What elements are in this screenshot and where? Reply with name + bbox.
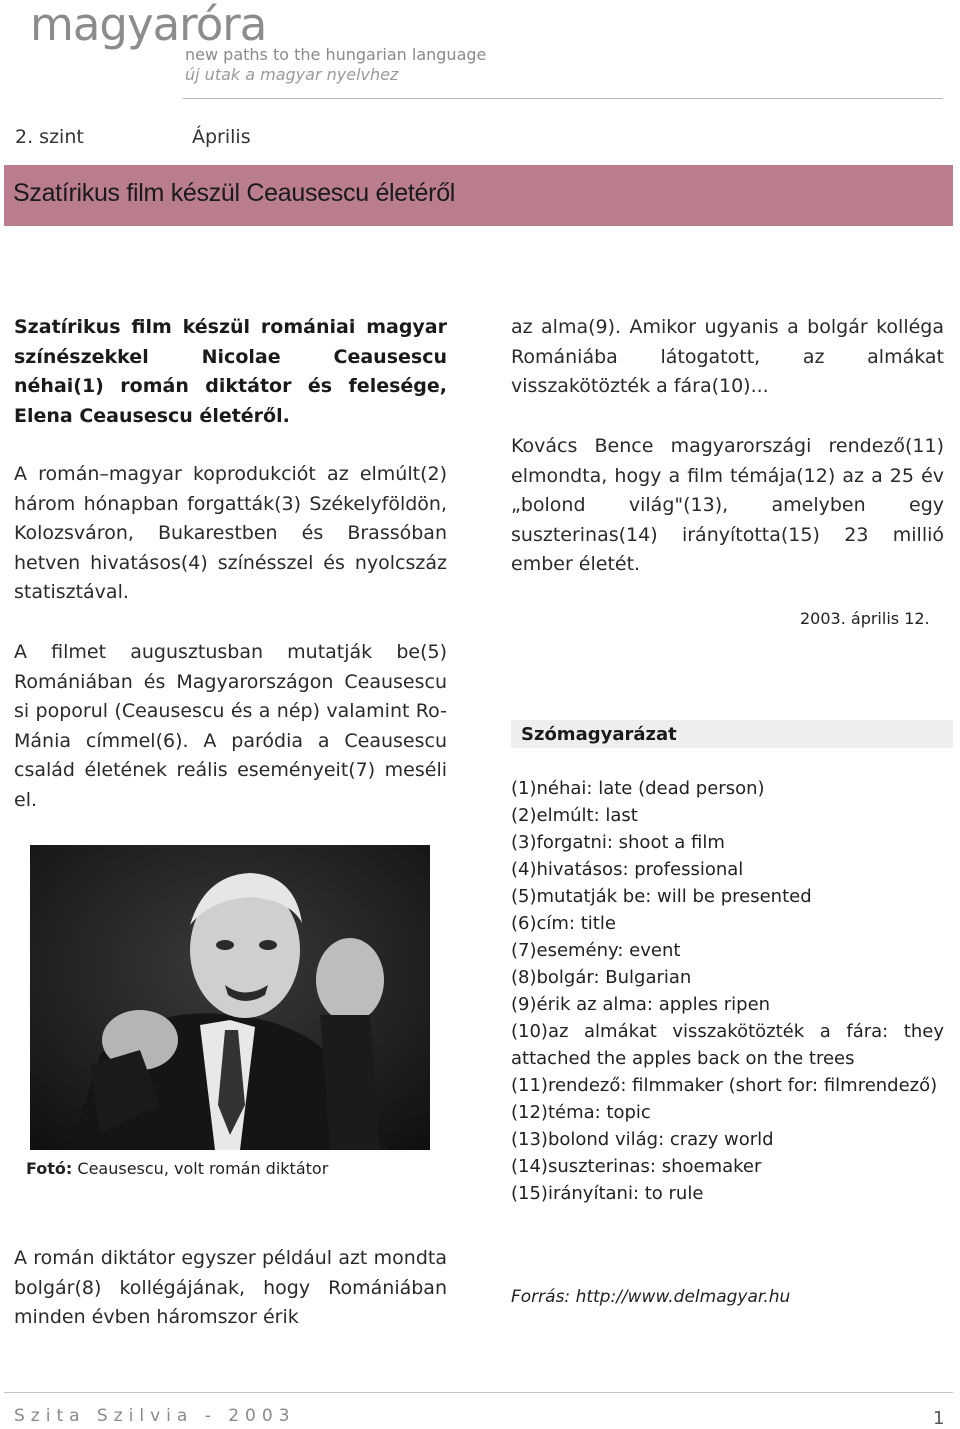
article-paragraph-5: Kovács Bence magyarországi rendező(11) elmondta, hogy a film témája(12) az a 25 év „bolond világ"(13), amelyben egy suszterinas(14) irányította(15) 23 millió ember életét. (511, 435, 944, 575)
source-link[interactable]: Forrás: http://www.delmagyar.hu (511, 1287, 791, 1307)
article-paragraph-1: A román–magyar koprodukciót az elmúlt(2) három hónapban forgatták(3) Székelyföldön, Kolozsváron, Bukarestben és Brassóban hetven hivatásos(4) színésszel és nyolcszáz statisztával. (14, 463, 447, 603)
caption-label: Fotó: (26, 1159, 73, 1178)
glossary-item: (6)cím: title (511, 913, 616, 934)
article-date: 2003. április 12. (800, 609, 930, 628)
title-banner (4, 165, 953, 226)
page-title: Szatírikus film készül Ceausescu életéről (13, 179, 456, 207)
header-divider (183, 98, 943, 99)
glossary-title: Szómagyarázat (521, 724, 677, 745)
glossary-item: (5)mutatják be: will be presented (511, 886, 812, 907)
article-paragraph (14, 1244, 447, 1333)
glossary-item: (8)bolgár: Bulgarian (511, 967, 692, 988)
logo-text-magyar: magyar (30, 0, 196, 51)
article-right-column (511, 313, 944, 402)
article-paragraph (14, 460, 447, 608)
ceausescu-photo (30, 845, 430, 1150)
article-paragraph-4: az alma(9). Amikor ugyanis a bolgár kolléga Romániába látogatott, az almákat visszakötözték a fára(10)... (511, 316, 944, 397)
glossary-item: (12)téma: topic (511, 1102, 651, 1123)
page-number: 1 (933, 1408, 945, 1429)
glossary-item: (9)érik az alma: apples ripen (511, 994, 771, 1015)
footer-divider (4, 1392, 953, 1393)
tagline-hungarian: új utak a magyar nyelvhez (185, 65, 399, 84)
glossary-item: (1)néhai: late (dead person) (511, 778, 765, 799)
month-label: Április (192, 126, 251, 148)
article-paragraph-2: A filmet augusztusban mutatják be(5) Romániában és Magyarországon Ceausescu si poporul (Ceausescu és a nép) valamint Ro-Mánia címmel(6). A paródia a Ceausescu család életének reális eseményeit(7) meséli el. (14, 641, 447, 811)
glossary-item: (11)rendező: filmmaker (short for: filmrendező) (511, 1075, 938, 1096)
glossary-item: (15)irányítani: to rule (511, 1183, 704, 1204)
glossary-item: (13)bolond világ: crazy world (511, 1129, 774, 1150)
article-paragraph-3: A román diktátor egyszer például azt mondta bolgár(8) kollégájának, hogy Romániában minden évben háromszor érik (14, 1247, 447, 1328)
article-left-column (14, 313, 447, 431)
tagline-english: new paths to the hungarian language (185, 45, 487, 64)
glossary-header (511, 720, 953, 748)
level-label: 2. szint (15, 126, 84, 148)
glossary-item: (14)suszterinas: shoemaker (511, 1156, 762, 1177)
article-paragraph (511, 432, 944, 580)
footer-author: Szita Szilvia - 2003 (14, 1406, 296, 1426)
glossary-list (511, 775, 944, 1207)
glossary-item: (2)elmúlt: last (511, 805, 638, 826)
photo-caption (26, 1159, 328, 1178)
article-paragraph (14, 638, 447, 815)
article-lead: Szatírikus film készül romániai magyar színészekkel Nicolae Ceausescu néhai(1) román diktátor és felesége, Elena Ceausescu életéről. (14, 316, 447, 427)
logo (30, 0, 266, 50)
photo-image (30, 845, 430, 1150)
glossary-item: (10)az almákat visszakötözték a fára: they attached the apples back on the trees (511, 1021, 944, 1069)
caption-text: Ceausescu, volt román diktátor (72, 1159, 329, 1178)
logo-text-ora: óra (195, 0, 267, 51)
glossary-item: (7)esemény: event (511, 940, 681, 961)
glossary-item: (4)hivatásos: professional (511, 859, 744, 880)
glossary-item: (3)forgatni: shoot a film (511, 832, 725, 853)
